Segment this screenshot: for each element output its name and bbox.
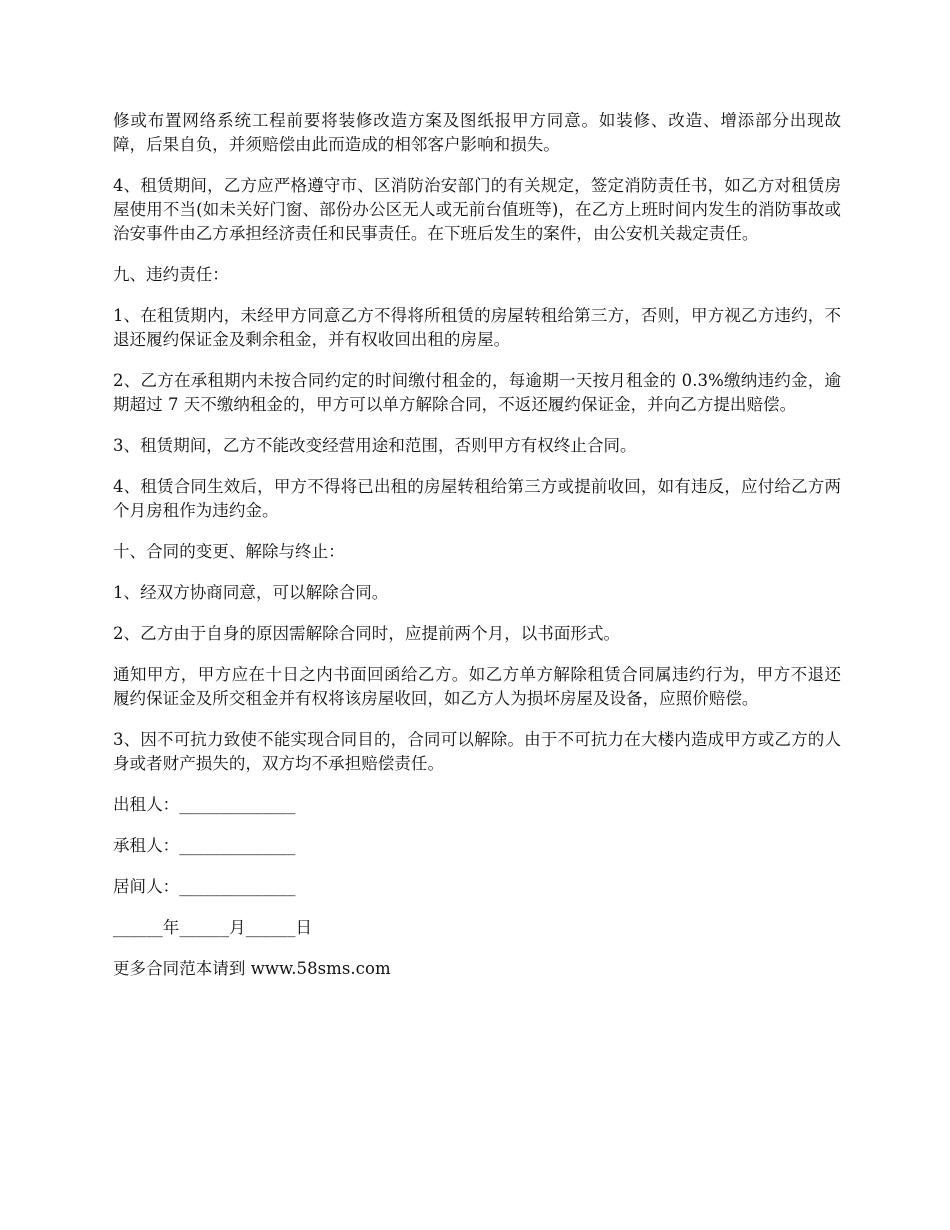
signature-lessee: 承租人：______________ — [113, 836, 296, 855]
paragraph-termination-notice: 通知甲方，甲方应在十日之内书面回函给乙方。如乙方单方解除租赁合同属违约行为，甲方不退还履约保证金及所交租金并有权将该房屋收回，如乙方人为损坏房屋及设备，应照价赔偿。 — [113, 665, 841, 708]
paragraph-breach-3: 3、租赁期间，乙方不能改变经营用途和范围，否则甲方有权终止合同。 — [113, 436, 637, 455]
paragraph-renovation: 修或布置网络系统工程前要将装修改造方案及图纸报甲方同意。如装修、改造、增添部分出现故障，后果自负，并须赔偿由此而造成的相邻客户影响和损失。 — [113, 111, 841, 154]
section-heading-breach: 九、违约责任： — [113, 265, 229, 284]
signature-intermediary: 居间人：______________ — [113, 877, 296, 896]
paragraph-breach-4: 4、租赁合同生效后，甲方不得将已出租的房屋转租给第三方或提前收回，如有违反，应付给乙方两个月房租作为违约金。 — [113, 477, 841, 520]
signature-lessor: 出租人：______________ — [113, 795, 296, 814]
paragraph-breach-1: 1、在租赁期内，未经甲方同意乙方不得将所租赁的房屋转租给第三方，否则，甲方视乙方违约，不退还履约保证金及剩余租金，并有权收回出租的房屋。 — [113, 306, 841, 349]
date-line: ______年______月______日 — [113, 918, 313, 937]
paragraph-breach-2: 2、乙方在承租期内未按合同约定的时间缴付租金的，每逾期一天按月租金的 0.3%缴纳违约金，逾期超过 7 天不缴纳租金的，甲方可以单方解除合同，不返还履约保证金，并向乙方提出赔偿。 — [113, 371, 841, 414]
paragraph-fire-safety: 4、租赁期间，乙方应严格遵守市、区消防治安部门的有关规定，签定消防责任书，如乙方对租赁房屋使用不当(如未关好门窗、部份办公区无人或无前台值班等)，在乙方上班时间内发生的消防事故或治安事件由乙方承担经济责任和民事责任。在下班后发生的案件，由公安机关裁定责任。 — [113, 176, 841, 243]
paragraph-termination-3: 3、因不可抗力致使不能实现合同目的，合同可以解除。由于不可抗力在大楼内造成甲方或乙方的人身或者财产损失的，双方均不承担赔偿责任。 — [113, 730, 841, 773]
footer-link-text: 更多合同范本请到 www.58sms.com — [113, 959, 391, 978]
paragraph-termination-2: 2、乙方由于自身的原因需解除合同时，应提前两个月，以书面形式。 — [113, 624, 621, 643]
paragraph-termination-1: 1、经双方协商同意，可以解除合同。 — [113, 583, 389, 602]
section-heading-termination: 十、合同的变更、解除与终止： — [113, 542, 345, 561]
document-page — [113, 109, 841, 981]
